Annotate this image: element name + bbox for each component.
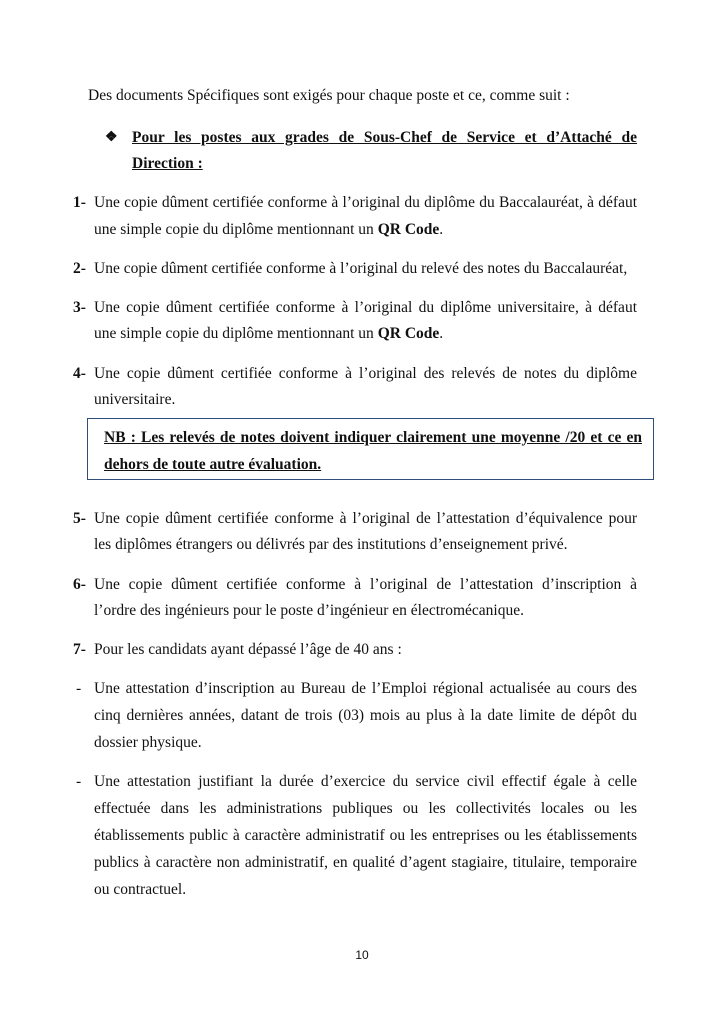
- item-number: 7-: [73, 641, 86, 658]
- qr-code-term: QR Code: [377, 325, 440, 342]
- item-4-line2: universitaire.: [94, 391, 176, 408]
- item-number: 2-: [73, 260, 86, 277]
- dash-bullet: -: [76, 680, 82, 697]
- intro-text: Des documents Spécifiques sont exigés pour chaque poste et ce, comme suit :: [88, 87, 570, 104]
- dash-bullet: -: [76, 773, 82, 790]
- item-5-line1: Une copie dûment certifiée conforme à l’original de l’attestation d’équivalence pour: [94, 510, 637, 527]
- item-number: 1-: [73, 194, 86, 211]
- dash-item-1-line1: Une attestation d’inscription au Bureau de l’Emploi régional actualisée au cours des: [94, 680, 637, 697]
- item-1-line1: Une copie dûment certifiée conforme à l’original du diplôme du Baccalauréat, à défaut: [94, 194, 637, 211]
- diamond-bullet-icon: ❖: [105, 130, 118, 145]
- page-number: 10: [355, 948, 369, 962]
- section-heading-line2: Direction :: [132, 155, 203, 172]
- dash-item-2-line5: ou contractuel.: [94, 881, 187, 898]
- item-3-line2-text: une simple copie du diplôme mentionnant un: [94, 325, 378, 342]
- item-5-line2: les diplômes étrangers ou délivrés par des institutions d’enseignement privé.: [94, 536, 568, 553]
- item-7-line1: Pour les candidats ayant dépassé l’âge de 40 ans :: [94, 641, 402, 658]
- dash-item-2-line1: Une attestation justifiant la durée d’exercice du service civil effectif égale à celle: [94, 773, 637, 790]
- dash-item-2-line4: publics à caractère non administratif, en qualité d’agent stagiaire, titulaire, temporaire: [94, 854, 637, 871]
- item-number: 3-: [73, 299, 86, 316]
- item-number: 5-: [73, 510, 86, 527]
- item-6-line2: l’ordre des ingénieurs pour le poste d’ingénieur en électromécanique.: [94, 602, 524, 619]
- item-1-line2-text: une simple copie du diplôme mentionnant un: [94, 221, 378, 238]
- section-heading-line1: Pour les postes aux grades de Sous-Chef de Service et d’Attaché de: [132, 129, 637, 146]
- item-number: 6-: [73, 576, 86, 593]
- item-4-line1: Une copie dûment certifiée conforme à l’original des relevés de notes du diplôme: [94, 365, 637, 382]
- item-3-line1: Une copie dûment certifiée conforme à l’original du diplôme universitaire, à défaut: [94, 299, 637, 316]
- dash-item-1-line2: cinq dernières années, datant de trois (03) mois au plus à la date limite de dépôt du: [94, 707, 637, 724]
- item-number: 4-: [73, 365, 86, 382]
- item-1-line2-end: .: [439, 221, 444, 238]
- qr-code-term: QR Code: [377, 221, 440, 238]
- item-2-line1: Une copie dûment certifiée conforme à l’original du relevé des notes du Baccalauréat,: [94, 260, 628, 277]
- item-6-line1: Une copie dûment certifiée conforme à l’original de l’attestation d’inscription à: [94, 576, 637, 593]
- item-1-line2: [94, 220, 443, 240]
- nb-note-line1: NB : Les relevés de notes doivent indiquer clairement une moyenne /20 et ce en: [104, 429, 642, 446]
- dash-item-1-line3: dossier physique.: [94, 734, 202, 751]
- dash-item-2-line3: établissements public à caractère administratif ou les entreprises ou les établissements: [94, 827, 637, 844]
- item-3-line2-end: .: [439, 325, 444, 342]
- item-3-line2: [94, 324, 443, 344]
- dash-item-2-line2: effectuée dans les administrations publiques ou les collectivités locales ou les: [94, 800, 637, 817]
- nb-note-line2: dehors de toute autre évaluation.: [104, 456, 322, 473]
